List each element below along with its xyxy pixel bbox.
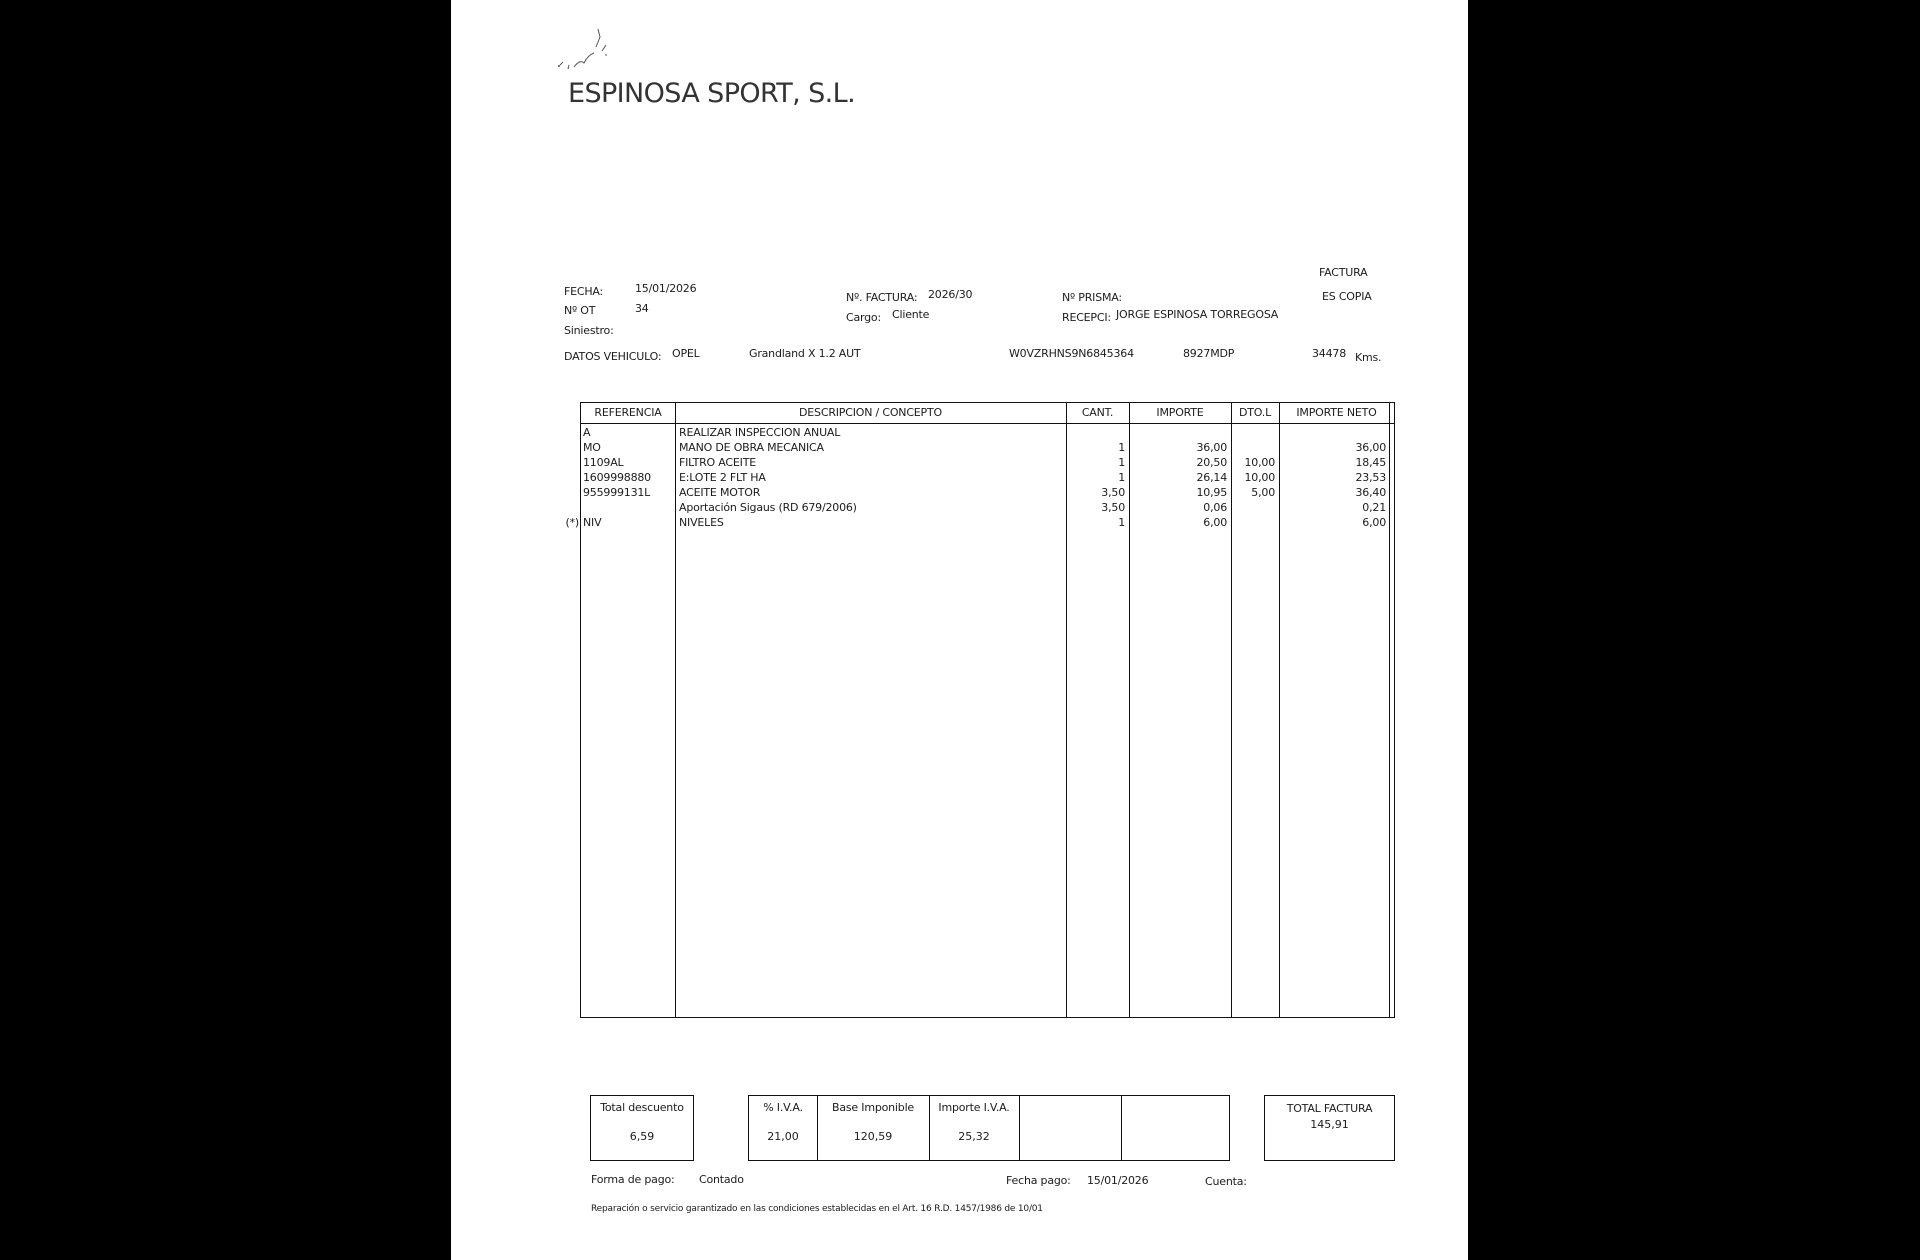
forma-pago-value: Contado (699, 1173, 744, 1186)
total-descuento-box (590, 1095, 694, 1161)
cell-neto: 0,21 (1362, 501, 1386, 514)
table-row (581, 501, 1394, 516)
fecha-pago-label: Fecha pago: (1006, 1174, 1071, 1187)
cell-neto: 6,00 (1362, 516, 1386, 529)
warranty-note: Reparación o servicio garantizado en las condiciones establecidas en el Art. 16 R.D. 1457/1986 de 10/01 (591, 1204, 1043, 1214)
cargo-label: Cargo: (846, 311, 881, 324)
copy-label: ES COPIA (1322, 290, 1372, 303)
cell-desc: E:LOTE 2 FLT HA (679, 471, 766, 484)
column-header-referencia: REFERENCIA (594, 406, 662, 419)
cell-cant: 1 (1118, 471, 1125, 484)
cell-desc: REALIZAR INSPECCION ANUAL (679, 426, 841, 439)
cell-ref: 1109AL (583, 456, 624, 469)
base-imponible-value: 120,59 (853, 1130, 893, 1143)
fecha-label: FECHA: (564, 285, 604, 298)
table-row (581, 471, 1394, 486)
cell-neto: 36,00 (1355, 441, 1386, 454)
cell-importe: 26,14 (1196, 471, 1227, 484)
vehicle-brand: OPEL (672, 347, 700, 360)
vehicle-model: Grandland X 1.2 AUT (749, 347, 861, 360)
prisma-label: Nº PRISMA: (1062, 291, 1122, 304)
siniestro-label: Siniestro: (564, 324, 614, 337)
ot-value: 34 (635, 302, 649, 315)
table-row (581, 456, 1394, 471)
cell-cant: 1 (1118, 441, 1125, 454)
cell-desc: ACEITE MOTOR (679, 486, 761, 499)
importe-iva-value: 25,32 (958, 1130, 990, 1143)
column-header-importe: IMPORTE (1156, 406, 1204, 419)
iva-pct-cell (749, 1096, 817, 1160)
base-imponible-label: Base Imponible (832, 1101, 914, 1114)
cell-importe: 6,00 (1203, 516, 1227, 529)
total-factura-value: 145,91 (1310, 1118, 1349, 1131)
cell-cant: 3,50 (1101, 486, 1125, 499)
table-row (581, 426, 1394, 441)
cell-ref: A (583, 426, 591, 439)
fecha-value: 15/01/2026 (635, 282, 697, 295)
items-table (565, 402, 1395, 1018)
column-header-dto: DTO.L (1238, 406, 1272, 419)
cell-importe: 36,00 (1196, 441, 1227, 454)
column-header-descripcion: DESCRIPCION / CONCEPTO (799, 406, 942, 419)
cell-importe: 10,95 (1196, 486, 1227, 499)
table-header (581, 403, 1394, 424)
cell-neto: 36,40 (1355, 486, 1386, 499)
vehicle-label: DATOS VEHICULO: (564, 350, 662, 363)
table-row (581, 486, 1394, 501)
forma-pago-label: Forma de pago: (591, 1173, 675, 1186)
table-row (565, 516, 1394, 531)
cell-cant: 3,50 (1101, 501, 1125, 514)
total-factura-box (1264, 1095, 1395, 1161)
cell-desc: MANO DE OBRA MECANICA (679, 441, 824, 454)
total-descuento-label: Total descuento (600, 1101, 684, 1114)
ot-label: Nº OT (564, 304, 596, 317)
cell-neto: 18,45 (1355, 456, 1386, 469)
importe-iva-cell (929, 1096, 1019, 1160)
vehicle-km-unit: Kms. (1355, 351, 1382, 364)
iva-summary-box (748, 1095, 1230, 1161)
logo-signature-icon (554, 25, 614, 70)
cell-cant: 1 (1118, 516, 1125, 529)
cell-desc: NIVELES (679, 516, 724, 529)
cell-desc: FILTRO ACEITE (679, 456, 756, 469)
company-name: ESPINOSA SPORT, S.L. (568, 78, 856, 109)
cuenta-label: Cuenta: (1205, 1175, 1247, 1188)
cargo-value: Cliente (892, 308, 930, 321)
invoice-title: FACTURA (1319, 266, 1368, 279)
column-header-importe-neto: IMPORTE NETO (1296, 406, 1377, 419)
iva-pct-value: 21,00 (767, 1130, 799, 1143)
vehicle-km: 34478 (1312, 347, 1346, 360)
total-factura-label: TOTAL FACTURA (1286, 1102, 1373, 1115)
cell-dto: 5,00 (1251, 486, 1275, 499)
cell-cant: 1 (1118, 456, 1125, 469)
total-descuento-value: 6,59 (629, 1130, 655, 1143)
vehicle-plate: 8927MDP (1183, 347, 1235, 360)
cell-desc: Aportación Sigaus (RD 679/2006) (679, 501, 857, 514)
cell-dto: 10,00 (1244, 471, 1275, 484)
recepci-value: JORGE ESPINOSA TORREGOSA (1116, 308, 1279, 321)
cell-ref: MO (583, 441, 601, 454)
base-imponible-cell (817, 1096, 929, 1160)
column-header-cant: CANT. (1081, 406, 1114, 419)
cell-importe: 0,06 (1203, 501, 1227, 514)
factura-number-label: Nº. FACTURA: (846, 291, 918, 304)
cell-ref: 1609998880 (583, 471, 651, 484)
cell-importe: 20,50 (1196, 456, 1227, 469)
cell-ref: NIV (583, 516, 602, 529)
fecha-pago-value: 15/01/2026 (1087, 1174, 1149, 1187)
importe-iva-label: Importe I.V.A. (938, 1101, 1010, 1114)
row-marker: (*) (565, 516, 579, 529)
cell-dto: 10,00 (1244, 456, 1275, 469)
table-row (581, 441, 1394, 456)
vehicle-vin: W0VZRHNS9N6845364 (1009, 347, 1134, 360)
cell-neto: 23,53 (1355, 471, 1386, 484)
cell-ref: 955999131L (583, 486, 651, 499)
invoice-page (451, 0, 1468, 1260)
iva-pct-label: % I.V.A. (763, 1101, 803, 1114)
factura-number-value: 2026/30 (928, 288, 973, 301)
recepci-label: RECEPCI: (1062, 311, 1111, 324)
